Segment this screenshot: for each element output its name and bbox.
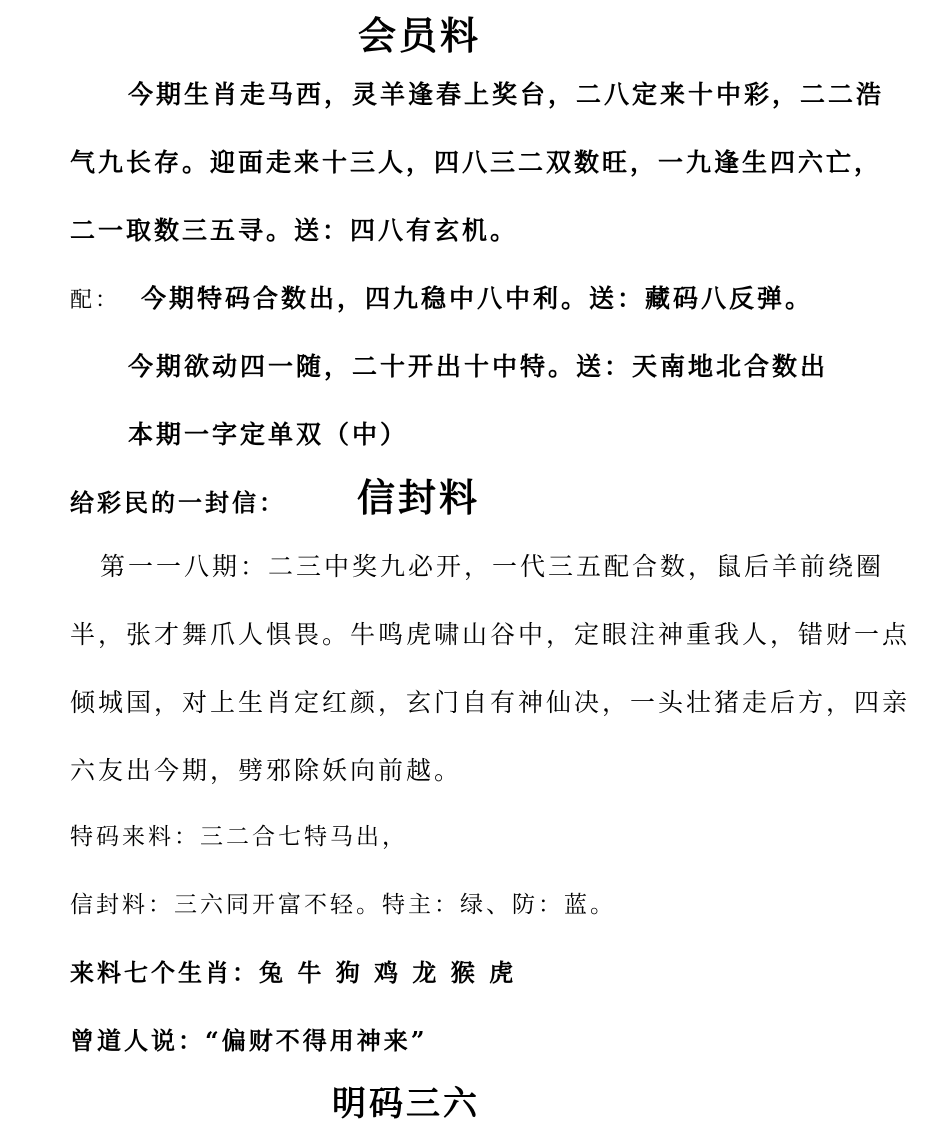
quote-line: 曾道人说：“偏财不得用神来”	[70, 1026, 428, 1055]
member-line: 气九长存。迎面走来十三人，四八三二双数旺，一九逢生四六亡，	[70, 148, 883, 177]
pei-line: 本期一字定单双（中）	[128, 420, 409, 449]
member-line: 今期生肖走马西，灵羊逢春上奖台，二八定来十中彩，二二浩	[128, 80, 885, 109]
pei-text: 今期特码合数出，四九稳中八中利。送：藏码八反弹。	[140, 284, 813, 313]
pei-label: 配：	[70, 288, 121, 313]
pei-line: 今期欲动四一随，二十开出十中特。送：天南地北合数出	[128, 352, 829, 381]
footer-title: 明码三六	[332, 1084, 480, 1124]
letter-row	[70, 476, 480, 525]
letter-line: 六友出今期，劈邪除妖向前越。	[70, 756, 463, 785]
letter-title: 信封料	[356, 475, 480, 520]
letter-line: 半，张才舞爪人惧畏。牛鸣虎啸山谷中，定眼注神重我人，错财一点	[70, 620, 911, 649]
page-title: 会员料	[358, 13, 482, 58]
xinfeng-line: 信封料：三六同开富不轻。特主：绿、防：蓝。	[70, 892, 616, 918]
pei-row	[70, 284, 813, 316]
letter-line: 倾城国，对上生肖定红颜，玄门自有神仙决，一头壮猪走后方，四亲	[70, 688, 911, 717]
letter-line: 第一一八期：二三中奖九必开，一代三五配合数，鼠后羊前绕圈	[100, 552, 885, 581]
tema-line: 特码来料：三二合七特马出，	[70, 824, 408, 850]
letter-label: 给彩民的一封信：	[70, 488, 286, 517]
member-line: 二一取数三五寻。送：四八有玄机。	[70, 216, 519, 245]
zodiac-line: 来料七个生肖：兔 牛 狗 鸡 龙 猴 虎	[70, 958, 517, 987]
